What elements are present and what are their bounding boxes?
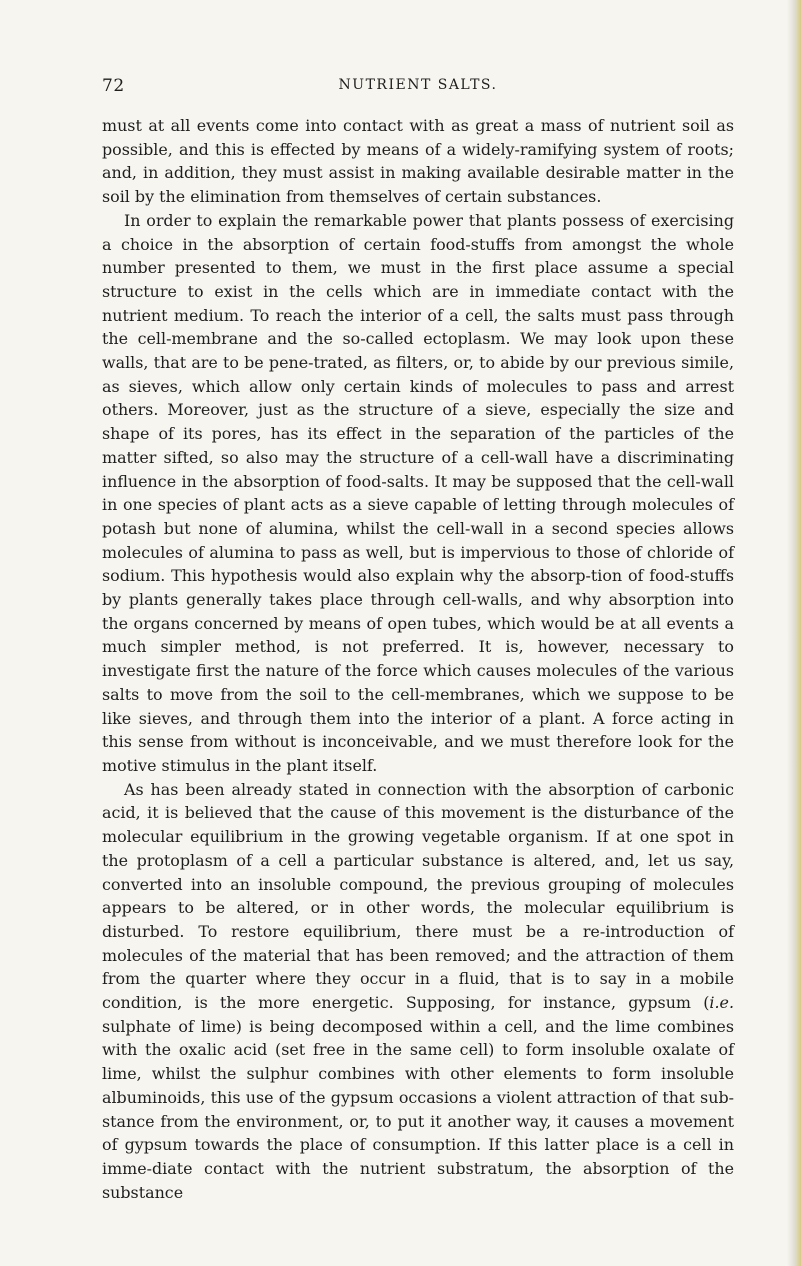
paragraph-3-abbreviation: i.e. <box>709 993 734 1013</box>
paragraph-1: must at all events come into contact with as great a mass of nutrient soil as possible, and this is effected by means of a widely-ramifying system of roots; and, in addition, they must assist in making available desirable matter in the soil by the elimination from themselves of certain substances. <box>102 116 734 207</box>
paragraph-3 <box>102 778 734 1205</box>
page-edge-shadow <box>787 0 801 1266</box>
running-head <box>102 76 734 102</box>
body-text <box>102 114 734 1204</box>
paragraph-2: In order to explain the remarkable power that plants possess of exercising a choice in the absorption of certain food-stuffs from amongst the whole number presented to them, we must in the first place assume a special structure to exist in the cells which are in immediate contact with the nutrient medium. To reach the interior of a cell, the salts must pass through the cell-membrane and the so-called ectoplasm. We may look upon these walls, that are to be pene-trated, as filters, or, to abide by our previous simile, as sieves, which allow only certain kinds of molecules to pass and arrest others. Moreover, just as the structure of a sieve, especially the size and shape of its pores, has its effect in the separation of the particles of the matter sifted, so also may the structure of a cell-wall have a discriminating influence in the absorption of food-salts. It may be supposed that the cell-wall in one species of plant acts as a sieve capable of letting through molecules of potash but none of alumina, whilst the cell-wall in a second species allows molecules of alumina to pass as well, but is impervious to those of chloride of sodium. This hypothesis would also explain why the absorp-tion of food-stuffs by plants generally takes place through cell-walls, and why absorption into the organs concerned by means of open tubes, which would be at all events a much simpler method, is not preferred. It is, however, necessary to investigate first the nature of the force which causes molecules of the various salts to move from the soil to the cell-membranes, which we suppose to be like sieves, and through them into the interior of a plant. A force acting in this sense from without is inconceivable, and we must therefore look for the motive stimulus in the plant itself. <box>102 210 734 775</box>
page-number: 72 <box>102 76 125 96</box>
paragraph-3-text-b: sulphate of lime) is being decomposed within a cell, and the lime combines with the oxalic acid (set free in the same cell) to form insoluble oxalate of lime, whilst the sulphur combines with other elements to form insoluble albuminoids, this use of the gypsum occasions a violent attraction of that sub-stance from the environment, or, to put it another way, it causes a movement of gypsum towards the place of consumption. If this latter place is a cell in imme-diate contact with the nutrient substratum, the absorption of the substance <box>102 1016 734 1202</box>
paragraph-3-text-a: As has been already stated in connection with the absorption of carbonic acid, it is believed that the cause of this movement is the disturbance of the molecular equilibrium in the growing vegetable organism. If at one spot in the protoplasm of a cell a particular substance is altered, and, let us say, converted into an insoluble compound, the previous grouping of molecules appears to be altered, or in other words, the molecular equilibrium is disturbed. To restore equilibrium, there must be a re-introduction of molecules of the material that has been removed; and the attraction of them from the quarter where they occur in a fluid, that is to say in a mobile condition, is the more energetic. Supposing, for instance, gypsum ( <box>102 779 734 1013</box>
running-title: NUTRIENT SALTS. <box>338 77 498 93</box>
